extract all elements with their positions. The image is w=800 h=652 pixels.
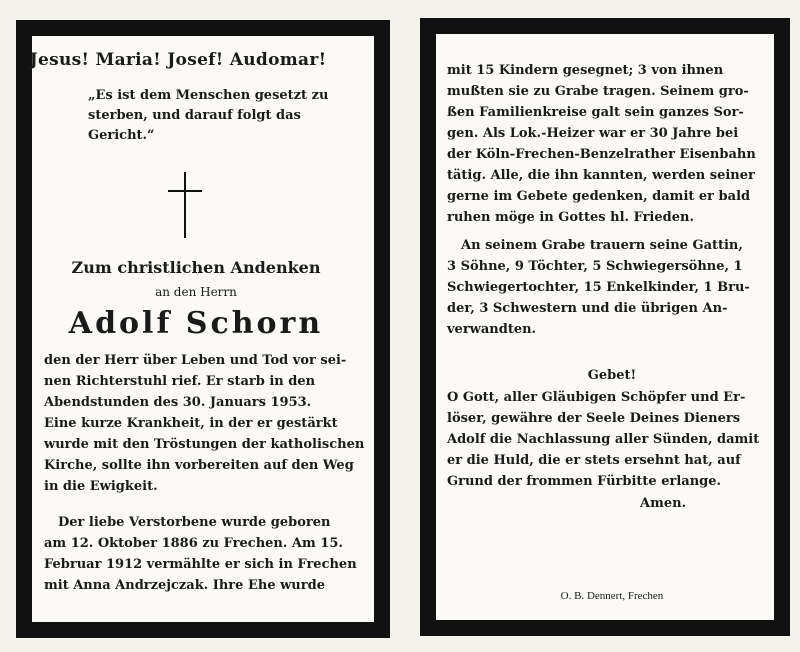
text-line: in die Ewigkeit. [44, 479, 158, 494]
invocation-heading: Jesus! Maria! Josef! Audomar! [29, 50, 327, 70]
text-line: mit Anna Andrzejczak. Ihre Ehe wurde [44, 578, 325, 593]
deceased-name: Adolf Schorn [68, 306, 324, 341]
text-line: Grund der frommen Fürbitte erlange. [447, 474, 722, 489]
text-line: An seinem Grabe trauern seine Gattin, [461, 238, 743, 253]
text-line: ruhen möge in Gottes hl. Frieden. [447, 210, 694, 225]
text-line: nen Richterstuhl rief. Er starb in den [44, 374, 316, 389]
text-line: Schwiegertochter, 15 Enkelkinder, 1 Bru- [447, 280, 750, 295]
left-paragraph-1 [44, 350, 365, 497]
text-line: Adolf die Nachlassung aller Sünden, damit [447, 432, 760, 447]
quote-line: „Es ist dem Menschen gesetzt zu [88, 88, 329, 103]
right-paragraph-2 [447, 235, 777, 340]
text-line: Eine kurze Krankheit, in der er gestärkt [44, 416, 338, 431]
text-line: löser, gewähre der Seele Deines Dieners [447, 411, 741, 426]
text-line: Abendstunden des 30. Januars 1953. [44, 395, 312, 410]
text-line: den der Herr über Leben und Tod vor sei- [44, 353, 347, 368]
text-line: am 12. Oktober 1886 zu Frechen. Am 15. [44, 536, 343, 551]
text-line: O Gott, aller Gläubigen Schöpfer und Er- [447, 390, 746, 405]
text-line: mit 15 Kindern gesegnet; 3 von ihnen [447, 63, 724, 78]
text-line: tätig. Alle, die ihn kannten, werden seiner [447, 168, 755, 183]
text-line: gen. Als Lok.-Heizer war er 30 Jahre bei [447, 126, 739, 141]
prayer-heading: Gebet! [587, 368, 637, 383]
memorial-heading: Zum christlichen Andenken [71, 258, 321, 277]
text-line: Kirche, sollte ihn vorbereiten auf den Weg [44, 458, 354, 473]
left-paragraph-2 [44, 512, 356, 596]
prayer-paragraph [447, 387, 777, 492]
text-line: 3 Söhne, 9 Töchter, 5 Schwiegersöhne, 1 [447, 259, 743, 274]
text-line: der Köln-Frechen-Benzelrather Eisenbahn [447, 147, 756, 162]
text-line: verwandten. [447, 322, 537, 337]
cross-icon-bar [168, 190, 202, 192]
memorial-subheading: an den Herrn [155, 285, 237, 299]
text-line: ßen Familienkreise galt sein ganzes Sor- [447, 105, 744, 120]
right-paragraph-1 [447, 60, 777, 228]
printer-imprint: O. B. Dennert, Frechen [560, 590, 664, 602]
text-line: mußten sie zu Grabe tragen. Seinem gro- [447, 84, 749, 99]
text-line: er die Huld, die er stets ersehnt hat, auf [447, 453, 741, 468]
cross-icon [184, 172, 186, 238]
quote-line: sterben, und darauf folgt das [88, 108, 301, 123]
amen-text: Amen. [640, 496, 687, 511]
text-line: wurde mit den Tröstungen der katholischen [44, 437, 365, 452]
bible-quote [88, 86, 344, 146]
text-line: Der liebe Verstorbene wurde geboren [58, 515, 331, 530]
text-line: gerne im Gebete gedenken, damit er bald [447, 189, 751, 204]
quote-line: Gericht.“ [88, 128, 155, 143]
text-line: der, 3 Schwestern und die übrigen An- [447, 301, 728, 316]
text-line: Februar 1912 vermählte er sich in Frechen [44, 557, 357, 572]
